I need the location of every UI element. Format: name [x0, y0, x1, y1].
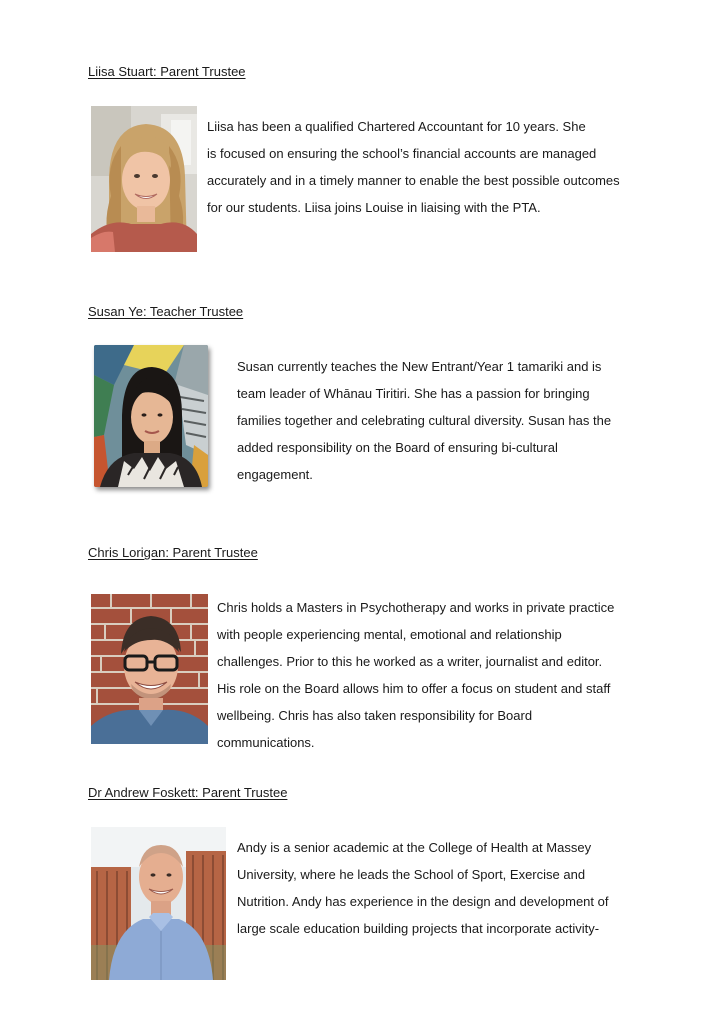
bio-line: accurately and in a timely manner to enable the best possible outcomes [207, 173, 620, 188]
trustee-heading-andrew: Dr Andrew Foskett: Parent Trustee [88, 785, 288, 800]
bio-line: team leader of Whānau Tiritiri. She has a passion for bringing [237, 386, 590, 401]
trustee-heading-susan: Susan Ye: Teacher Trustee [88, 304, 244, 319]
bio-line: with people experiencing mental, emotional and relationship [217, 627, 562, 642]
bio-line: Chris holds a Masters in Psychotherapy and works in private practice [217, 600, 615, 615]
bio-line: engagement. [237, 467, 313, 482]
bio-line: communications. [217, 735, 315, 750]
bio-line: His role on the Board allows him to offer a focus on student and staff [217, 681, 611, 696]
trustee-photo-liisa [91, 106, 197, 252]
bio-line: Susan currently teaches the New Entrant/Year 1 tamariki and is [237, 359, 602, 374]
bio-line: Nutrition. Andy has experience in the design and development of [237, 894, 609, 909]
bio-line: challenges. Prior to this he worked as a writer, journalist and editor. [217, 654, 603, 669]
trustee-photo-andrew [91, 827, 226, 980]
trustee-bio-chris [217, 594, 614, 756]
bio-line: Liisa has been a qualified Chartered Accountant for 10 years. She [207, 119, 586, 134]
bio-line: University, where he leads the School of Sport, Exercise and [237, 867, 586, 882]
trustee-photo-chris [91, 594, 208, 744]
bio-line: families together and celebrating cultural diversity. Susan has the [237, 413, 612, 428]
trustee-bio-andrew [237, 834, 608, 942]
bio-line: is focused on ensuring the school’s financial accounts are managed [207, 146, 597, 161]
bio-line: wellbeing. Chris has also taken responsibility for Board [217, 708, 533, 723]
trustee-bio-liisa [207, 113, 620, 221]
trustee-bio-susan [237, 353, 611, 488]
trustee-heading-chris: Chris Lorigan: Parent Trustee [88, 545, 258, 560]
bio-line: for our students. Liisa joins Louise in liaising with the PTA. [207, 200, 541, 215]
trustee-photo-susan [94, 345, 208, 487]
bio-line: added responsibility on the Board of ensuring bi-cultural [237, 440, 558, 455]
bio-line: Andy is a senior academic at the College of Health at Massey [237, 840, 592, 855]
trustee-heading-liisa: Liisa Stuart: Parent Trustee [88, 64, 246, 79]
bio-line: large scale education building projects that incorporate activity- [237, 921, 600, 936]
